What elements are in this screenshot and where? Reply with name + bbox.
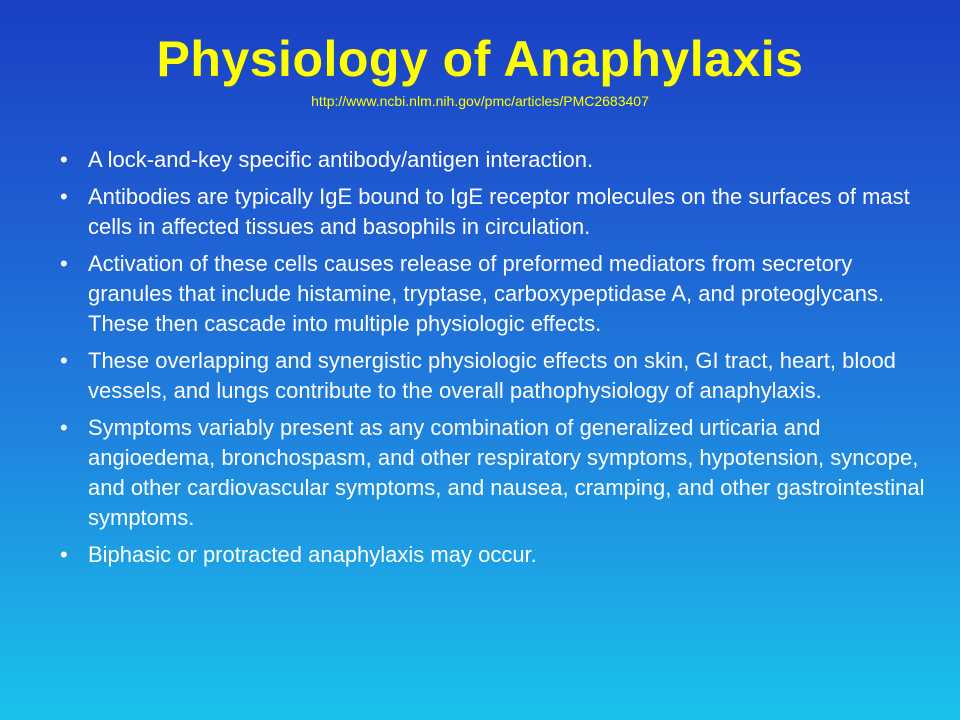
bullet-item: • Symptoms variably present as any combination of generalized urticaria and angioedema, bronchospasm, and other respiratory symptoms, hypotension, syncope, and other cardiovascular symptoms, and nausea, cramping, and other gastrointestinal symptoms. xyxy=(56,413,936,533)
source-url: http://www.ncbi.nlm.nih.gov/pmc/articles/PMC2683407 xyxy=(311,93,649,109)
bullet-item: • A lock-and-key specific antibody/antigen interaction. xyxy=(56,145,936,175)
bullet-item: • These overlapping and synergistic physiologic effects on skin, GI tract, heart, blood vessels, and lungs contribute to the overall pathophysiology of anaphylaxis. xyxy=(56,346,936,406)
slide-title: Physiology of Anaphylaxis xyxy=(156,31,804,87)
bullet-item: • Biphasic or protracted anaphylaxis may occur. xyxy=(56,540,936,570)
bullet-list xyxy=(56,145,936,577)
bullet-item: • Antibodies are typically IgE bound to IgE receptor molecules on the surfaces of mast cells in affected tissues and basophils in circulation. xyxy=(56,182,936,242)
bullet-item: • Activation of these cells causes release of preformed mediators from secretory granules that include histamine, tryptase, carboxypeptidase A, and proteoglycans. These then cascade into multiple physiologic effects. xyxy=(56,249,936,339)
